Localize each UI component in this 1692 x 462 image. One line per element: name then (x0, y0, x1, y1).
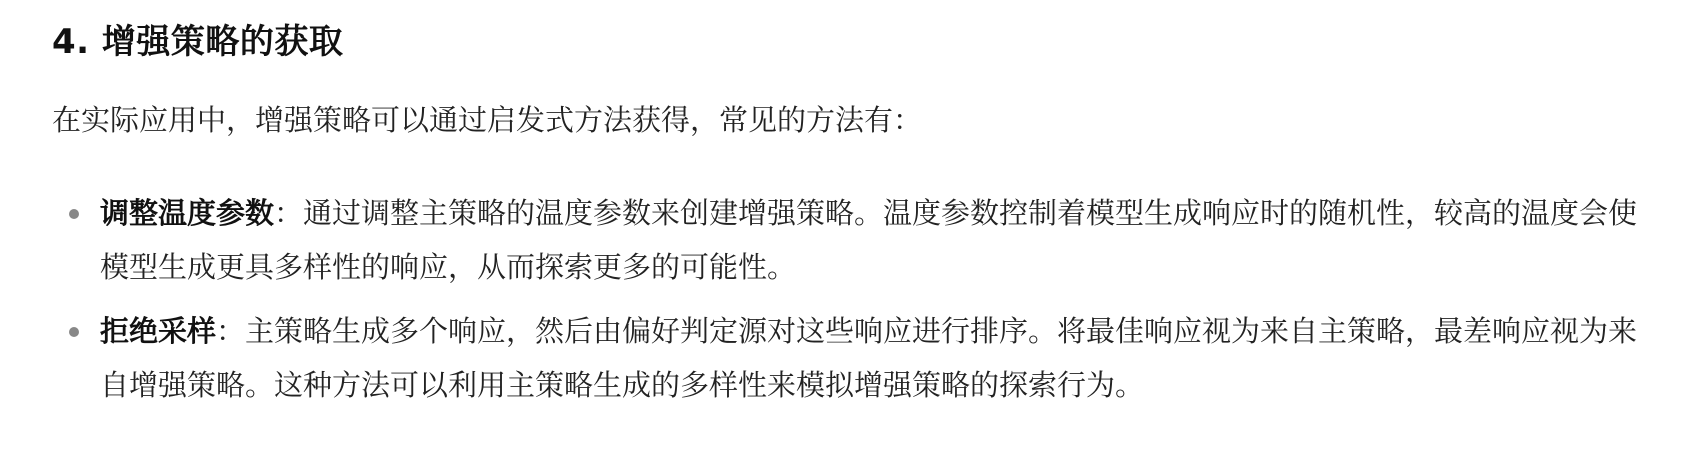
strategy-list (52, 186, 1640, 412)
bullet-dot-icon (69, 327, 79, 337)
item-term: 拒绝采样 (100, 314, 217, 348)
item-separator: ： (216, 314, 246, 348)
item-term: 调整温度参数 (100, 196, 275, 230)
section-title: 4. 增强策略的获取 (52, 22, 344, 62)
intro-paragraph: 在实际应用中，增强策略可以通过启发式方法获得，常见的方法有： (52, 103, 923, 137)
bullet-dot-icon (69, 209, 79, 219)
item-separator: ： (274, 196, 304, 230)
item-description: 主策略生成多个响应，然后由偏好判定源对这些响应进行排序。将最佳响应视为来自主策略，最差响应视为来自增强策略。这种方法可以利用主策略生成的多样性来模拟增强策略的探索行为。 (100, 314, 1638, 402)
item-description: 通过调整主策略的温度参数来创建增强策略。温度参数控制着模型生成响应时的随机性，较高的温度会使模型生成更具多样性的响应，从而探索更多的可能性。 (100, 196, 1638, 284)
list-item-temperature (52, 186, 1640, 294)
list-item-rejection-sampling (52, 304, 1640, 412)
